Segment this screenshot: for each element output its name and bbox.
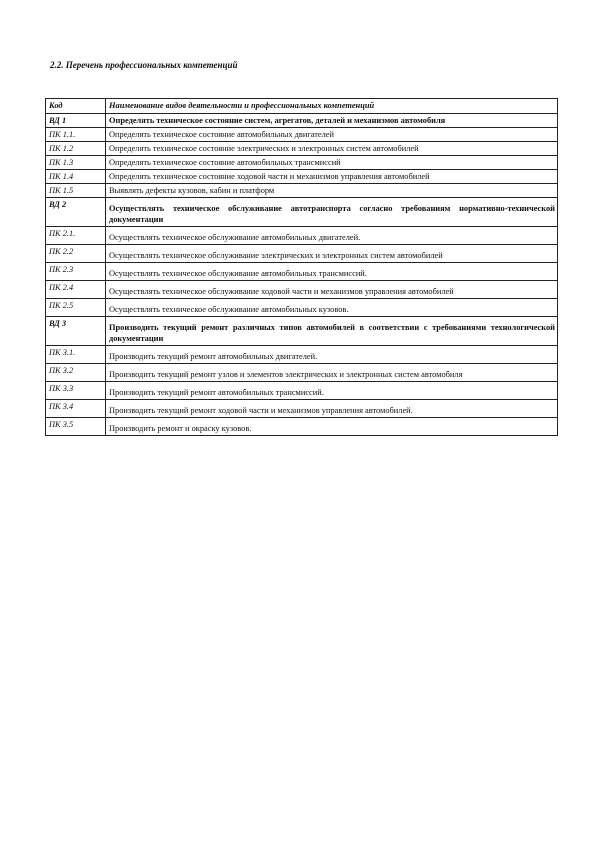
table-row <box>46 128 558 142</box>
table-row <box>46 364 558 382</box>
row-text: Производить текущий ремонт различных типов автомобилей в соответствии с требованиями технологической документации <box>106 317 558 346</box>
row-code: ПК 1.5 <box>46 184 106 198</box>
table-row <box>46 317 558 346</box>
section-heading: 2.2. Перечень профессиональных компетенций <box>50 60 238 70</box>
table-row <box>46 418 558 436</box>
row-code: ВД 3 <box>46 317 106 346</box>
table-row <box>46 184 558 198</box>
row-code: ВД 2 <box>46 198 106 227</box>
row-code: ПК 1.3 <box>46 156 106 170</box>
row-text: Выявлять дефекты кузовов, кабин и платформ <box>106 184 558 198</box>
table-row <box>46 299 558 317</box>
table-row <box>46 170 558 184</box>
row-code: ПК 2.1. <box>46 227 106 245</box>
table-row <box>46 227 558 245</box>
row-text: Производить текущий ремонт узлов и элементов электрических и электронных систем автомобиля <box>106 364 558 382</box>
row-code: ПК 3.2 <box>46 364 106 382</box>
row-code: ПК 2.5 <box>46 299 106 317</box>
name-column-header: Наименование видов деятельности и профессиональных компетенций <box>106 99 558 114</box>
row-code: ВД 1 <box>46 114 106 128</box>
row-text: Определять техническое состояние автомобильных двигателей <box>106 128 558 142</box>
competencies-table <box>45 98 558 436</box>
row-text: Производить текущий ремонт автомобильных трансмиссий. <box>106 382 558 400</box>
row-text: Производить текущий ремонт ходовой части и механизмов управления автомобилей. <box>106 400 558 418</box>
table-row <box>46 263 558 281</box>
row-code: ПК 3.1. <box>46 346 106 364</box>
row-code: ПК 2.4 <box>46 281 106 299</box>
row-text: Определять техническое состояние ходовой части и механизмов управления автомобилей <box>106 170 558 184</box>
row-code: ПК 3.5 <box>46 418 106 436</box>
row-code: ПК 1.2 <box>46 142 106 156</box>
row-text: Осуществлять техническое обслуживание автотранспорта согласно требованиям нормативно-технической документации <box>106 198 558 227</box>
row-code: ПК 3.4 <box>46 400 106 418</box>
row-code: ПК 3.3 <box>46 382 106 400</box>
row-text: Осуществлять техническое обслуживание ходовой части и механизмов управления автомобилей <box>106 281 558 299</box>
table-row <box>46 346 558 364</box>
row-text: Определять техническое состояние систем, агрегатов, деталей и механизмов автомобиля <box>106 114 558 128</box>
table-row <box>46 156 558 170</box>
table-header-row <box>46 99 558 114</box>
table-row <box>46 198 558 227</box>
row-text: Осуществлять техническое обслуживание автомобильных кузовов. <box>106 299 558 317</box>
row-text: Осуществлять техническое обслуживание электрических и электронных систем автомобилей <box>106 245 558 263</box>
row-code: ПК 2.2 <box>46 245 106 263</box>
row-text: Производить текущий ремонт автомобильных двигателей. <box>106 346 558 364</box>
row-code: ПК 1.4 <box>46 170 106 184</box>
row-text: Осуществлять техническое обслуживание автомобильных двигателей. <box>106 227 558 245</box>
row-text: Осуществлять техническое обслуживание автомобильных трансмиссий. <box>106 263 558 281</box>
table-row <box>46 114 558 128</box>
table-row <box>46 382 558 400</box>
row-code: ПК 2.3 <box>46 263 106 281</box>
row-text: Производить ремонт и окраску кузовов. <box>106 418 558 436</box>
row-text: Определять техническое состояние автомобильных трансмиссий <box>106 156 558 170</box>
code-column-header: Код <box>46 99 106 114</box>
row-text: Определять техническое состояние электрических и электронных систем автомобилей <box>106 142 558 156</box>
table-row <box>46 245 558 263</box>
table-row <box>46 142 558 156</box>
row-code: ПК 1.1. <box>46 128 106 142</box>
table-row <box>46 281 558 299</box>
table-row <box>46 400 558 418</box>
